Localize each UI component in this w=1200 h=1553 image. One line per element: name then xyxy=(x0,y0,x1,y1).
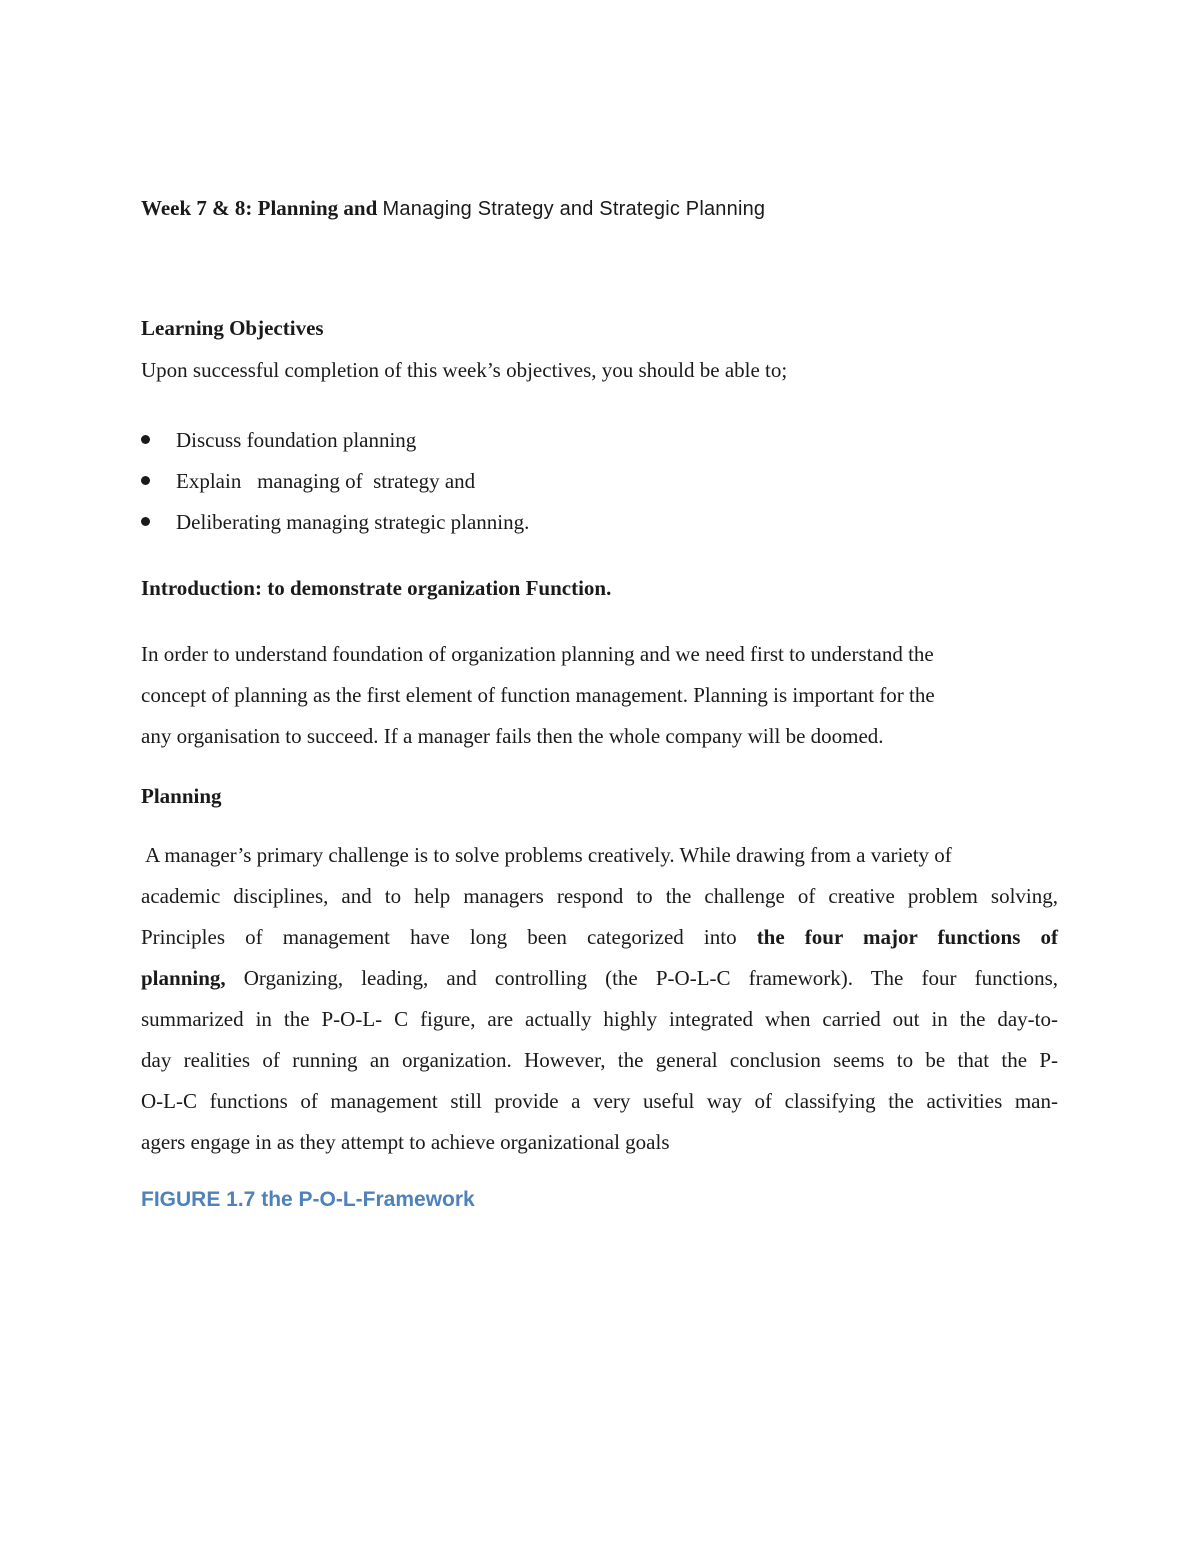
page-title xyxy=(141,196,765,221)
bullet-icon xyxy=(141,476,150,485)
introduction-heading-rest: to demonstrate organization Function. xyxy=(267,576,612,600)
list-item xyxy=(141,465,529,506)
page-title-bold: Week 7 & 8: Planning and xyxy=(141,196,378,220)
list-item xyxy=(141,506,529,547)
paragraph-line-bold: planning, xyxy=(141,966,226,990)
bullet-icon xyxy=(141,435,150,444)
paragraph-line: agers engage in as they attempt to achieve organizational goals xyxy=(141,1130,670,1154)
paragraph-line: A manager’s primary challenge is to solve problems creatively. While drawing from a variety of xyxy=(141,843,952,867)
figure-caption: FIGURE 1.7 the P-O-L-Framework xyxy=(141,1188,475,1211)
list-item-text: Explain managing of strategy and xyxy=(176,469,476,493)
paragraph-line-bold: the four major functions of xyxy=(756,925,1058,949)
list-item-text: Discuss foundation planning xyxy=(176,428,417,452)
planning-heading: Planning xyxy=(141,784,222,808)
paragraph-line-rest: Organizing, leading, and controlling (the P-O-L-C framework). The four functions, xyxy=(243,966,1058,990)
planning-paragraph xyxy=(141,839,1058,1167)
paragraph-line: any organisation to succeed. If a manager fails then the whole company will be doomed. xyxy=(141,724,884,748)
paragraph-line xyxy=(141,962,1058,1003)
list-item xyxy=(141,424,529,465)
list-item-text: Deliberating managing strategic planning. xyxy=(176,510,530,534)
paragraph-line: academic disciplines, and to help managers respond to the challenge of creative problem solving, xyxy=(141,884,1058,908)
learning-objectives-heading: Learning Objectives xyxy=(141,316,324,340)
bullet-icon xyxy=(141,517,150,526)
paragraph-line: O-L-C functions of management still provide a very useful way of classifying the activities man- xyxy=(141,1089,1058,1113)
introduction-paragraph xyxy=(141,638,1058,761)
introduction-heading-label: Introduction: xyxy=(141,576,262,600)
paragraph-line xyxy=(141,921,1058,962)
paragraph-line: day realities of running an organization. However, the general conclusion seems to be that the P- xyxy=(141,1048,1058,1072)
page-title-regular: Managing Strategy and Strategic Planning xyxy=(382,198,766,220)
introduction-heading xyxy=(141,576,611,601)
paragraph-line: summarized in the P-O-L- C figure, are actually highly integrated when carried out in the day-to- xyxy=(141,1007,1058,1031)
objectives-list xyxy=(141,424,529,547)
paragraph-line: In order to understand foundation of organization planning and we need first to understand the xyxy=(141,642,934,666)
paragraph-line: concept of planning as the first element of function management. Planning is important for the xyxy=(141,683,935,707)
paragraph-line-start: Principles of management have long been categorized into xyxy=(141,925,737,949)
learning-objectives-intro: Upon successful completion of this week’s objectives, you should be able to; xyxy=(141,358,788,382)
